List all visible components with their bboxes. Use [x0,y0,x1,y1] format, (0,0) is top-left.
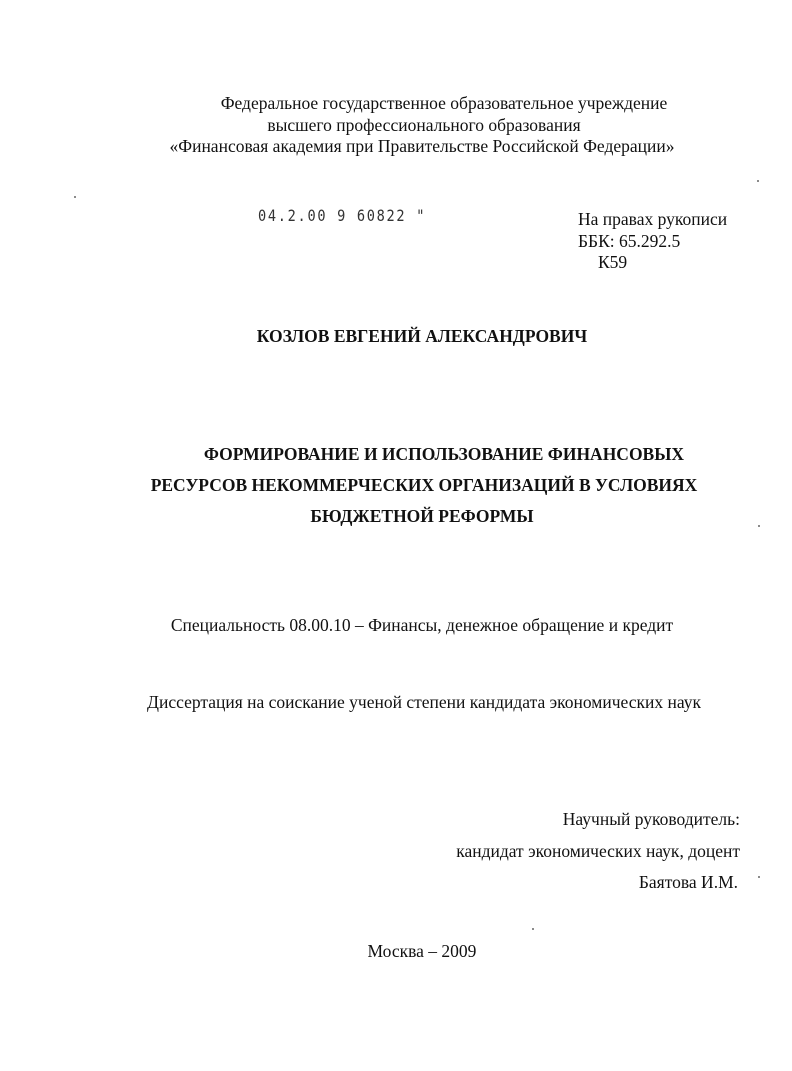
institution-line-3: «Финансовая академия при Правительстве Российской Федерации» [169,136,675,156]
scan-speck [758,876,760,878]
title-line-2: РЕСУРСОВ НЕКОММЕРЧЕСКИХ ОРГАНИЗАЦИЙ В УСЛОВИЯХ [150,475,698,495]
scan-speck [758,525,760,527]
dissertation-purpose: Диссертация на соискание ученой степени кандидата экономических наук [147,692,701,712]
supervisor-degree: кандидат экономических наук, доцент [456,841,740,861]
rights-bbk: ББК: 65.292.5 [578,231,681,251]
scan-speck [74,196,76,198]
author-name: КОЗЛОВ ЕВГЕНИЙ АЛЕКСАНДРОВИЧ [256,326,588,346]
scan-speck [757,180,759,182]
rights-manuscript: На правах рукописи [578,209,728,229]
institution-line-2: высшего профессионального образования [267,115,581,135]
scan-speck [532,928,534,930]
city-year: Москва – 2009 [367,941,477,961]
title-line-3: БЮДЖЕТНОЙ РЕФОРМЫ [310,506,534,526]
institution-line-1: Федеральное государственное образовательное учреждение [220,93,668,113]
specialty: Специальность 08.00.10 – Финансы, денежное обращение и кредит [170,615,674,635]
supervisor-label: Научный руководитель: [562,809,740,829]
rights-code: К59 [598,252,628,272]
title-line-1: ФОРМИРОВАНИЕ И ИСПОЛЬЗОВАНИЕ ФИНАНСОВЫХ [203,444,685,464]
registration-stamp: 04.2.00 9 60822 " [258,206,427,225]
supervisor-name: Баятова И.М. [638,872,738,892]
